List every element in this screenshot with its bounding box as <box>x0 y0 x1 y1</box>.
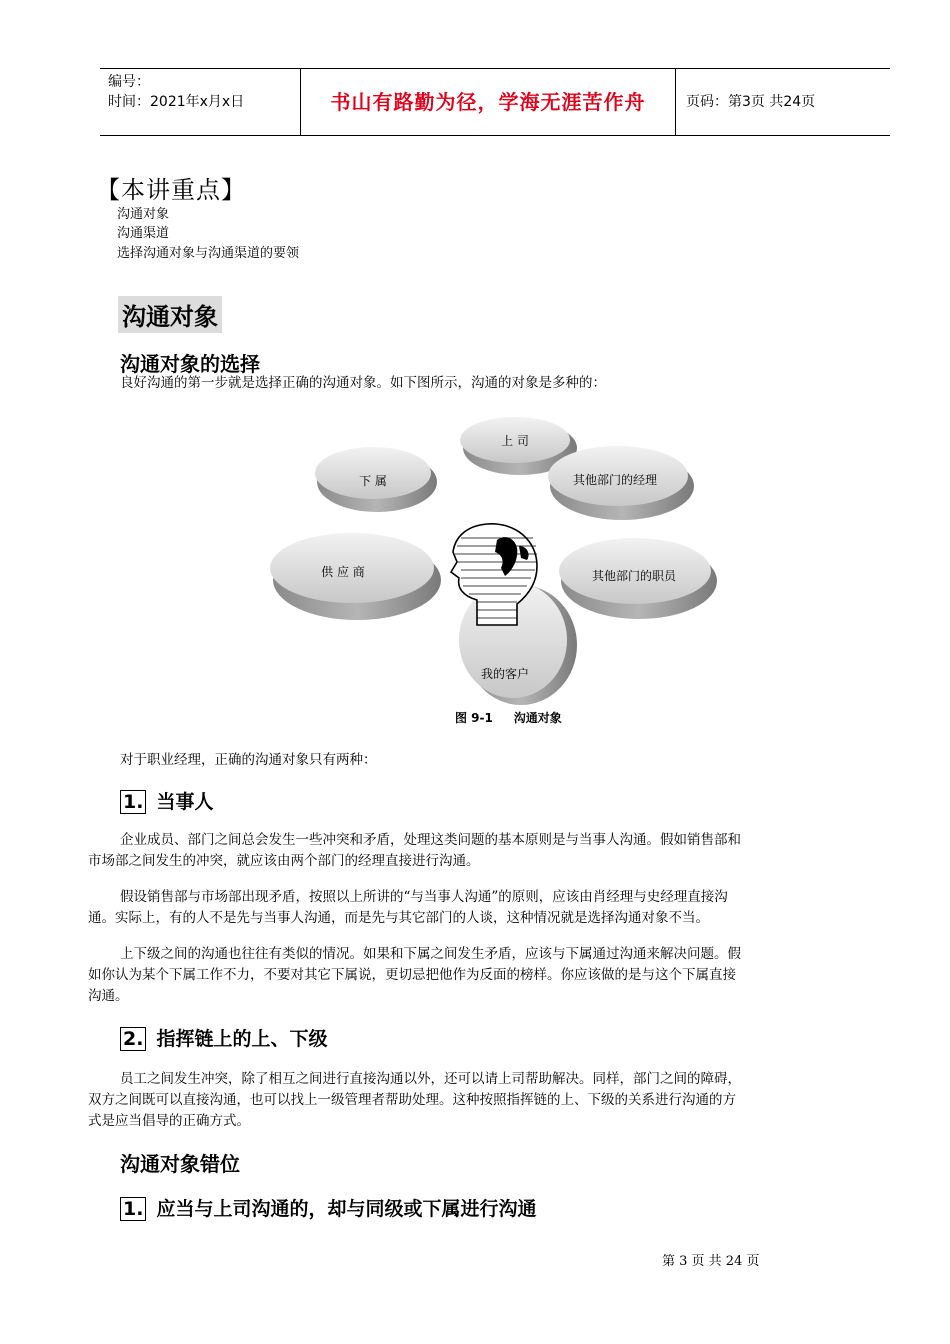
paragraph-2-line-2: 通。实际上，有的人不是先与当事人沟通，而是先与其它部门的人谈，这种情况就是选择沟通对象不当。 <box>88 910 709 926</box>
label-subordinate: 下 属 <box>359 474 387 488</box>
paragraph-4-line-3: 式是应当倡导的正确方式。 <box>88 1113 250 1129</box>
label-supplier: 供 应 商 <box>321 565 365 579</box>
selection-intro: 良好沟通的第一步就是选择正确的沟通对象。如下图所示，沟通的对象是多种的： <box>120 375 606 391</box>
label-boss: 上 司 <box>501 434 529 448</box>
header-motto: 书山有路勤为径，学海无涯苦作舟 <box>301 69 676 135</box>
item-title-3: 应当与上司沟通的，却与同级或下属进行沟通 <box>156 1198 537 1220</box>
paragraph-2-line-1: 假设销售部与市场部出现矛盾，按照以上所讲的“与当事人沟通”的原则，应该由肖经理与史经理直接沟 <box>120 889 728 905</box>
figure-caption: 图 9-1 沟通对象 <box>455 711 562 725</box>
focus-item-3: 选择沟通对象与沟通渠道的要领 <box>117 246 300 261</box>
header-time-label: 时间：2021年x月x日 <box>108 94 245 110</box>
label-customer: 我的客户 <box>480 667 530 681</box>
paragraph-two-types: 对于职业经理，正确的沟通对象只有两种： <box>120 752 377 768</box>
page-header <box>100 68 890 136</box>
item-title-1: 当事人 <box>156 791 214 813</box>
section-title-communication-target: 沟通对象 <box>118 296 222 333</box>
oval-supplier <box>270 533 441 620</box>
focus-item-2: 沟通渠道 <box>117 226 170 241</box>
item-number-3: 1. <box>120 1197 146 1221</box>
focus-title: 【本讲重点】 <box>96 176 246 204</box>
label-other-manager: 其他部门的经理 <box>572 473 658 487</box>
item-heading-2 <box>120 1024 327 1051</box>
paragraph-3-line-2: 如你认为某个下属工作不力，不要对其它下属说，更切忌把他作为反面的榜样。你应该做的是与这个下属直接 <box>88 967 736 983</box>
header-page-info: 页码：第3页 共24页 <box>686 94 816 110</box>
focus-item-1: 沟通对象 <box>117 207 170 222</box>
item-number-2: 2. <box>120 1027 146 1051</box>
subsection-title-selection: 沟通对象的选择 <box>120 352 260 376</box>
item-title-2: 指挥链上的上、下级 <box>156 1028 328 1050</box>
page-footer: 第 3 页 共 24 页 <box>662 1254 760 1269</box>
paragraph-4-line-2: 双方之间既可以直接沟通，也可以找上一级管理者帮助处理。这种按照指挥链的上、下级的关系进行沟通的方 <box>88 1092 736 1108</box>
subsection-title-mismatch: 沟通对象错位 <box>120 1152 240 1176</box>
communication-target-diagram <box>265 400 677 705</box>
paragraph-4-line-1: 员工之间发生冲突，除了相互之间进行直接沟通以外，还可以请上司帮助解决。同样，部门之间的障碍， <box>120 1071 741 1087</box>
oval-other-manager <box>548 446 694 520</box>
oval-subordinate <box>315 447 437 512</box>
paragraph-1-line-1: 企业成员、部门之间总会发生一些冲突和矛盾，处理这类问题的基本原则是与当事人沟通。假如销售部和 <box>120 832 741 848</box>
item-heading-3 <box>120 1194 536 1221</box>
item-heading-1 <box>120 787 213 814</box>
label-other-staff: 其他部门的职员 <box>591 569 677 583</box>
paragraph-1-line-2: 市场部之间发生的冲突，就应该由两个部门的经理直接进行沟通。 <box>88 853 480 869</box>
header-meta-cell <box>100 69 301 135</box>
header-number-label: 编号： <box>108 74 150 90</box>
paragraph-3-line-3: 沟通。 <box>88 988 129 1004</box>
oval-other-staff <box>559 538 717 619</box>
item-number-1: 1. <box>120 790 146 814</box>
paragraph-3-line-1: 上下级之间的沟通也往往有类似的情况。如果和下属之间发生矛盾，应该与下属通过沟通来解决问题。假 <box>120 946 741 962</box>
